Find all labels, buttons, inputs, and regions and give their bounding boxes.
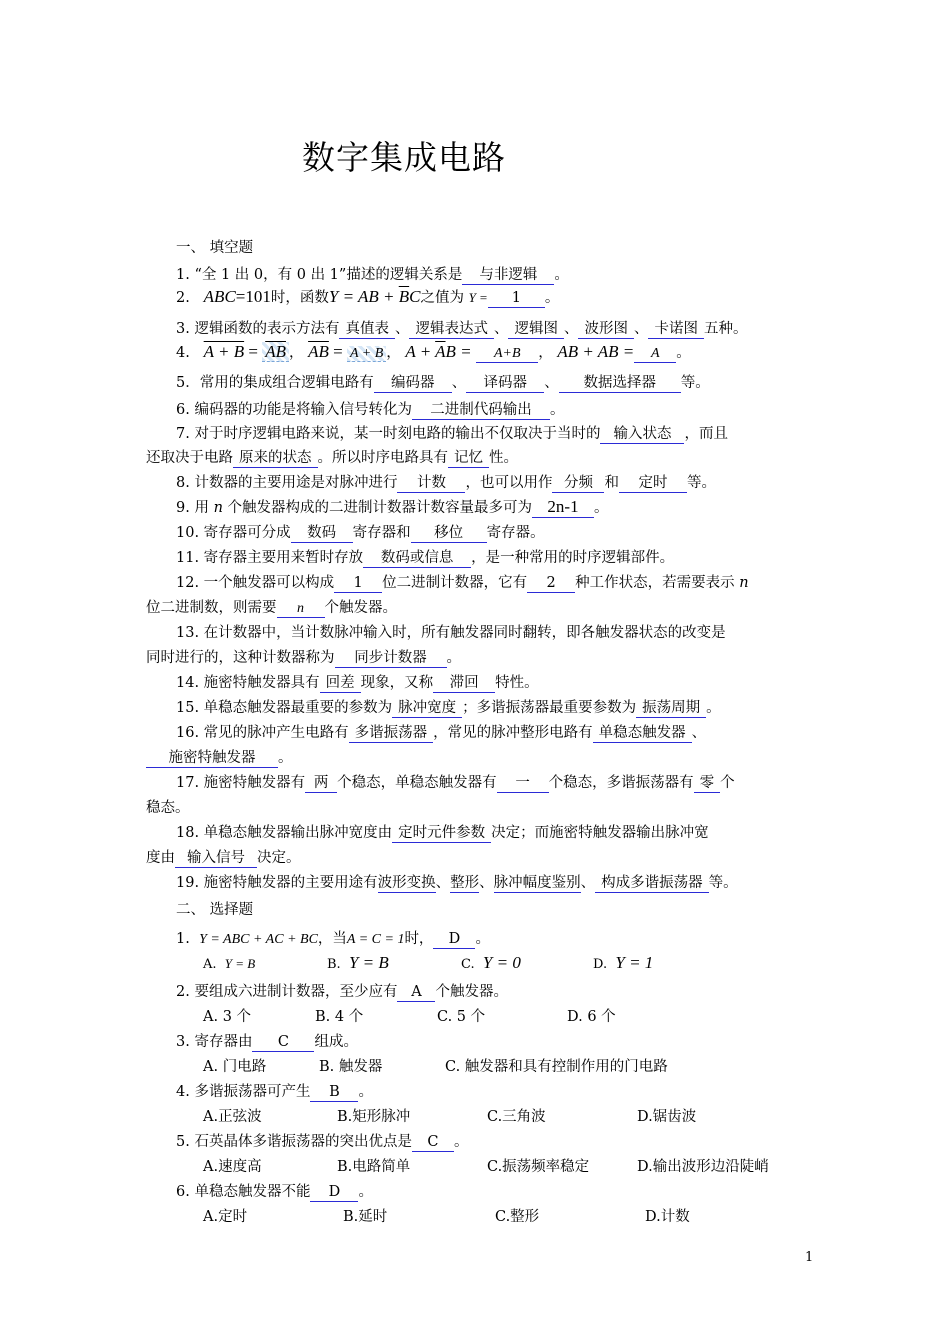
question-10: 10. 寄存器可分成 数码 寄存器和 移位 寄存器。 bbox=[176, 525, 545, 541]
question-2: 2. ABC=101时，函数Y = AB + $\overline{B}C$之值为 Y = 1 。 bbox=[176, 287, 560, 306]
question-1: 1. “全 1 出 0，有 0 出 1”描述的逻辑关系是 与非逻辑 。 bbox=[176, 267, 569, 283]
choice-4-options: A.正弦波 B.矩形脉冲 C.三角波 D.锯齿波 bbox=[203, 1109, 697, 1125]
section-heading-fill: 一、 填空题 bbox=[176, 240, 254, 256]
question-12: 12. 一个触发器可以构成 1 位二进制计数器，它有 2 种工作状态，若需要表示 n bbox=[176, 575, 749, 591]
answer: 1 bbox=[488, 290, 545, 308]
answer: 与非逻辑 bbox=[462, 267, 554, 285]
question-11: 11. 寄存器主要用来暂时存放 数码或信息 ，是一种常用的时序逻辑部件。 bbox=[176, 550, 675, 566]
question-12-cont: 位二进制数，则需要 n 个触发器。 bbox=[146, 596, 397, 618]
question-16: 16. 常见的脉冲产生电路有 多谐振荡器 ，常见的脉冲整形电路有 单稳态触发器 、 bbox=[176, 725, 707, 741]
question-4: 4. $A + B = \overline{AB}$ ， $\overline{AB} = A + B$ ， $A + \overline{A}B = A+B$ ， AB + AB = A 。 bbox=[176, 341, 691, 363]
question-19: 19. 施密特触发器的主要用途有波形变换、整形、脉冲幅度鉴别、 构成多谐振荡器 等。 bbox=[176, 875, 738, 891]
choice-6-options: A.定时 B.延时 C.整形 D.计数 bbox=[203, 1209, 690, 1225]
choice-3-options: A. 门电路 B. 触发器 C. 触发器和具有控制作用的门电路 bbox=[203, 1059, 668, 1075]
choice-5-options: A.速度高 B.电路简单 C.振荡频率稳定 D.输出波形边沿陡峭 bbox=[203, 1159, 769, 1175]
question-9: 9. 用 n 个触发器构成的二进制计数器计数容量最多可为 2n-1 。 bbox=[176, 497, 609, 516]
choice-2-options: A. 3 个 B. 4 个 C. 5 个 D. 6 个 bbox=[203, 1009, 616, 1025]
question-16-cont: 施密特触发器 。 bbox=[146, 746, 293, 768]
choice-3: 3. 寄存器由 C 组成。 bbox=[176, 1034, 358, 1050]
question-5: 5．常用的集成组合逻辑电路有 编码器 、 译码器 、 数据选择器 等。 bbox=[176, 375, 710, 391]
question-3: 3. 逻辑函数的表示方法有 真值表 、 逻辑表达式 、 逻辑图 、 波形图 、 卡诺图 五种。 bbox=[176, 321, 748, 337]
question-6: 6. 编码器的功能是将输入信号转化为 二进制代码输出 。 bbox=[176, 402, 565, 418]
question-8: 8. 计数器的主要用途是对脉冲进行 计数 ，也可以用作 分频 和 定时 等。 bbox=[176, 475, 716, 491]
choice-1-options: A. Y = B B. Y = B C. Y = 0 D. Y = 1 bbox=[203, 953, 654, 972]
question-15: 15. 单稳态触发器最重要的参数为 脉冲宽度 ；多谐振荡器最重要参数为 振荡周期 。 bbox=[176, 700, 721, 716]
page-title: 数字集成电路 bbox=[302, 138, 506, 177]
question-7: 7. 对于时序逻辑电路来说，某一时刻电路的输出不仅取决于当时的 输入状态 ，而且 bbox=[176, 426, 728, 442]
question-13: 13. 在计数器中，当计数脉冲输入时，所有触发器同时翻转，即各触发器状态的改变是 bbox=[176, 625, 726, 641]
question-18: 18. 单稳态触发器输出脉冲宽度由 定时元件参数 决定；而施密特触发器输出脉冲宽 bbox=[176, 825, 709, 841]
question-17-cont: 稳态。 bbox=[146, 800, 190, 816]
choice-4: 4. 多谐振荡器可产生 B 。 bbox=[176, 1084, 373, 1100]
page-number: 1 bbox=[805, 1250, 814, 1265]
question-14: 14. 施密特触发器具有 回差 现象，又称 滞回 特性。 bbox=[176, 675, 539, 691]
choice-1: 1. Y = ABC + AC + BC，当A = C = 1时， D 。 bbox=[176, 931, 490, 947]
section-heading-choice: 二、 选择题 bbox=[176, 902, 254, 918]
question-7-cont: 还取决于电路 原来的状态 。所以时序电路具有 记忆 性。 bbox=[146, 450, 518, 466]
question-13-cont: 同时进行的，这种计数器称为 同步计数器 。 bbox=[146, 650, 461, 666]
choice-5: 5. 石英晶体多谐振荡器的突出优点是 C 。 bbox=[176, 1134, 469, 1150]
choice-2: 2. 要组成六进制计数器，至少应有 A 个触发器。 bbox=[176, 984, 508, 1000]
question-18-cont: 度由 输入信号 决定。 bbox=[146, 850, 301, 866]
question-17: 17. 施密特触发器有 两 个稳态，单稳态触发器有 一 个稳态，多谐振荡器有 零 个 bbox=[176, 775, 735, 791]
choice-6: 6. 单稳态触发器不能 D 。 bbox=[176, 1184, 373, 1200]
